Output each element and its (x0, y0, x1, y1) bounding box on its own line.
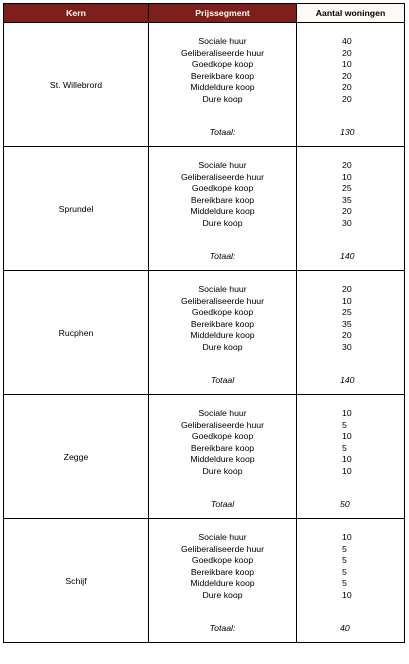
segment-label: Sociale huur (198, 36, 247, 46)
segment-value: 35 (342, 318, 352, 329)
prijssegment-list (149, 395, 296, 518)
prijssegment-cell (149, 271, 297, 395)
aantal-list (297, 271, 404, 394)
totaal-value: 50 (340, 499, 350, 509)
segment-value: 40 (342, 36, 352, 46)
aantal-cell (297, 23, 405, 147)
kern-cell: Zegge (4, 395, 149, 519)
segment-label: Bereikbare koop (190, 70, 255, 81)
aantal-cell (297, 271, 405, 395)
segment-label: Goedkope koop (191, 431, 254, 441)
segment-label: Middeldure koop (190, 578, 255, 588)
segment-label: Dure koop (202, 341, 243, 352)
segment-label: Goedkope koop (191, 555, 254, 565)
segment-value: 5 (342, 578, 347, 588)
prijssegment-list (149, 519, 296, 642)
prijssegment-cell (149, 147, 297, 271)
segment-value: 20 (342, 47, 352, 58)
aantal-cell (297, 147, 405, 271)
segment-label: Dure koop (202, 589, 243, 600)
segment-label: Geliberaliseerde huur (180, 47, 265, 58)
aantal-list (297, 147, 404, 270)
segment-value: 10 (342, 295, 352, 306)
segment-value: 5 (342, 555, 347, 565)
aantal-cell (297, 395, 405, 519)
segment-value: 5 (342, 442, 347, 453)
segment-label: Goedkope koop (191, 307, 254, 317)
segment-value: 20 (342, 93, 352, 104)
prijssegment-cell (149, 395, 297, 519)
header-prijssegment: Prijssegment (149, 4, 297, 23)
segment-label: Dure koop (202, 217, 243, 228)
table-row (4, 271, 405, 395)
segment-label: Dure koop (202, 465, 243, 476)
segment-value: 10 (342, 465, 352, 476)
aantal-list (297, 519, 404, 642)
segment-value: 5 (342, 566, 347, 577)
segment-label: Bereikbare koop (190, 194, 255, 205)
totaal-label: Totaal (210, 499, 235, 509)
segment-label: Middeldure koop (190, 330, 255, 340)
totaal-value: 130 (340, 127, 355, 137)
prijssegment-list (149, 147, 296, 270)
table-row (4, 519, 405, 643)
aantal-cell (297, 519, 405, 643)
segment-value: 10 (342, 431, 352, 441)
segment-value: 5 (342, 543, 347, 554)
table-header-row (4, 4, 405, 23)
segment-label: Dure koop (202, 93, 243, 104)
table-body (4, 23, 405, 643)
totaal-value: 140 (340, 251, 355, 261)
totaal-label: Totaal: (209, 251, 236, 261)
segment-value: 35 (342, 194, 352, 205)
segment-value: 10 (342, 454, 352, 464)
prijssegment-list (149, 23, 296, 146)
totaal-label: Totaal (210, 375, 235, 385)
table-row (4, 23, 405, 147)
totaal-value: 40 (340, 623, 350, 633)
segment-label: Sociale huur (198, 532, 247, 542)
aantal-list (297, 395, 404, 518)
segment-label: Goedkope koop (191, 59, 254, 69)
segment-value: 10 (342, 532, 352, 542)
kern-cell: Rucphen (4, 271, 149, 395)
segment-value: 20 (342, 160, 352, 170)
segment-label: Bereikbare koop (190, 566, 255, 577)
segment-value: 20 (342, 82, 352, 92)
segment-label: Geliberaliseerde huur (180, 295, 265, 306)
segment-value: 25 (342, 307, 352, 317)
table-row (4, 395, 405, 519)
segment-value: 5 (342, 419, 347, 430)
segment-label: Geliberaliseerde huur (180, 543, 265, 554)
totaal-value: 140 (340, 375, 355, 385)
segment-value: 20 (342, 284, 352, 294)
segment-value: 20 (342, 206, 352, 216)
totaal-label: Totaal: (209, 127, 236, 137)
kern-cell: Schijf (4, 519, 149, 643)
segment-label: Bereikbare koop (190, 442, 255, 453)
segment-label: Geliberaliseerde huur (180, 171, 265, 182)
aantal-list (297, 23, 404, 146)
prijssegment-cell (149, 519, 297, 643)
segment-value: 30 (342, 341, 352, 352)
segment-value: 10 (342, 408, 352, 418)
segment-value: 10 (342, 589, 352, 600)
segment-value: 20 (342, 330, 352, 340)
segment-label: Middeldure koop (190, 82, 255, 92)
segment-label: Sociale huur (198, 160, 247, 170)
header-kern: Kern (4, 4, 149, 23)
prijssegment-list (149, 271, 296, 394)
segment-label: Sociale huur (198, 408, 247, 418)
table-row (4, 147, 405, 271)
segment-value: 25 (342, 183, 352, 193)
segment-label: Middeldure koop (190, 454, 255, 464)
segment-label: Bereikbare koop (190, 318, 255, 329)
kern-cell: Sprundel (4, 147, 149, 271)
kern-cell: St. Willebrord (4, 23, 149, 147)
segment-value: 10 (342, 59, 352, 69)
segment-value: 30 (342, 217, 352, 228)
segment-value: 10 (342, 171, 352, 182)
header-aantal-woningen: Aantal woningen (297, 4, 405, 23)
segment-label: Goedkope koop (191, 183, 254, 193)
totaal-label: Totaal: (209, 623, 236, 633)
segment-label: Sociale huur (198, 284, 247, 294)
segment-label: Middeldure koop (190, 206, 255, 216)
segment-label: Geliberaliseerde huur (180, 419, 265, 430)
prijssegment-cell (149, 23, 297, 147)
woningen-table (3, 3, 405, 643)
segment-value: 20 (342, 70, 352, 81)
